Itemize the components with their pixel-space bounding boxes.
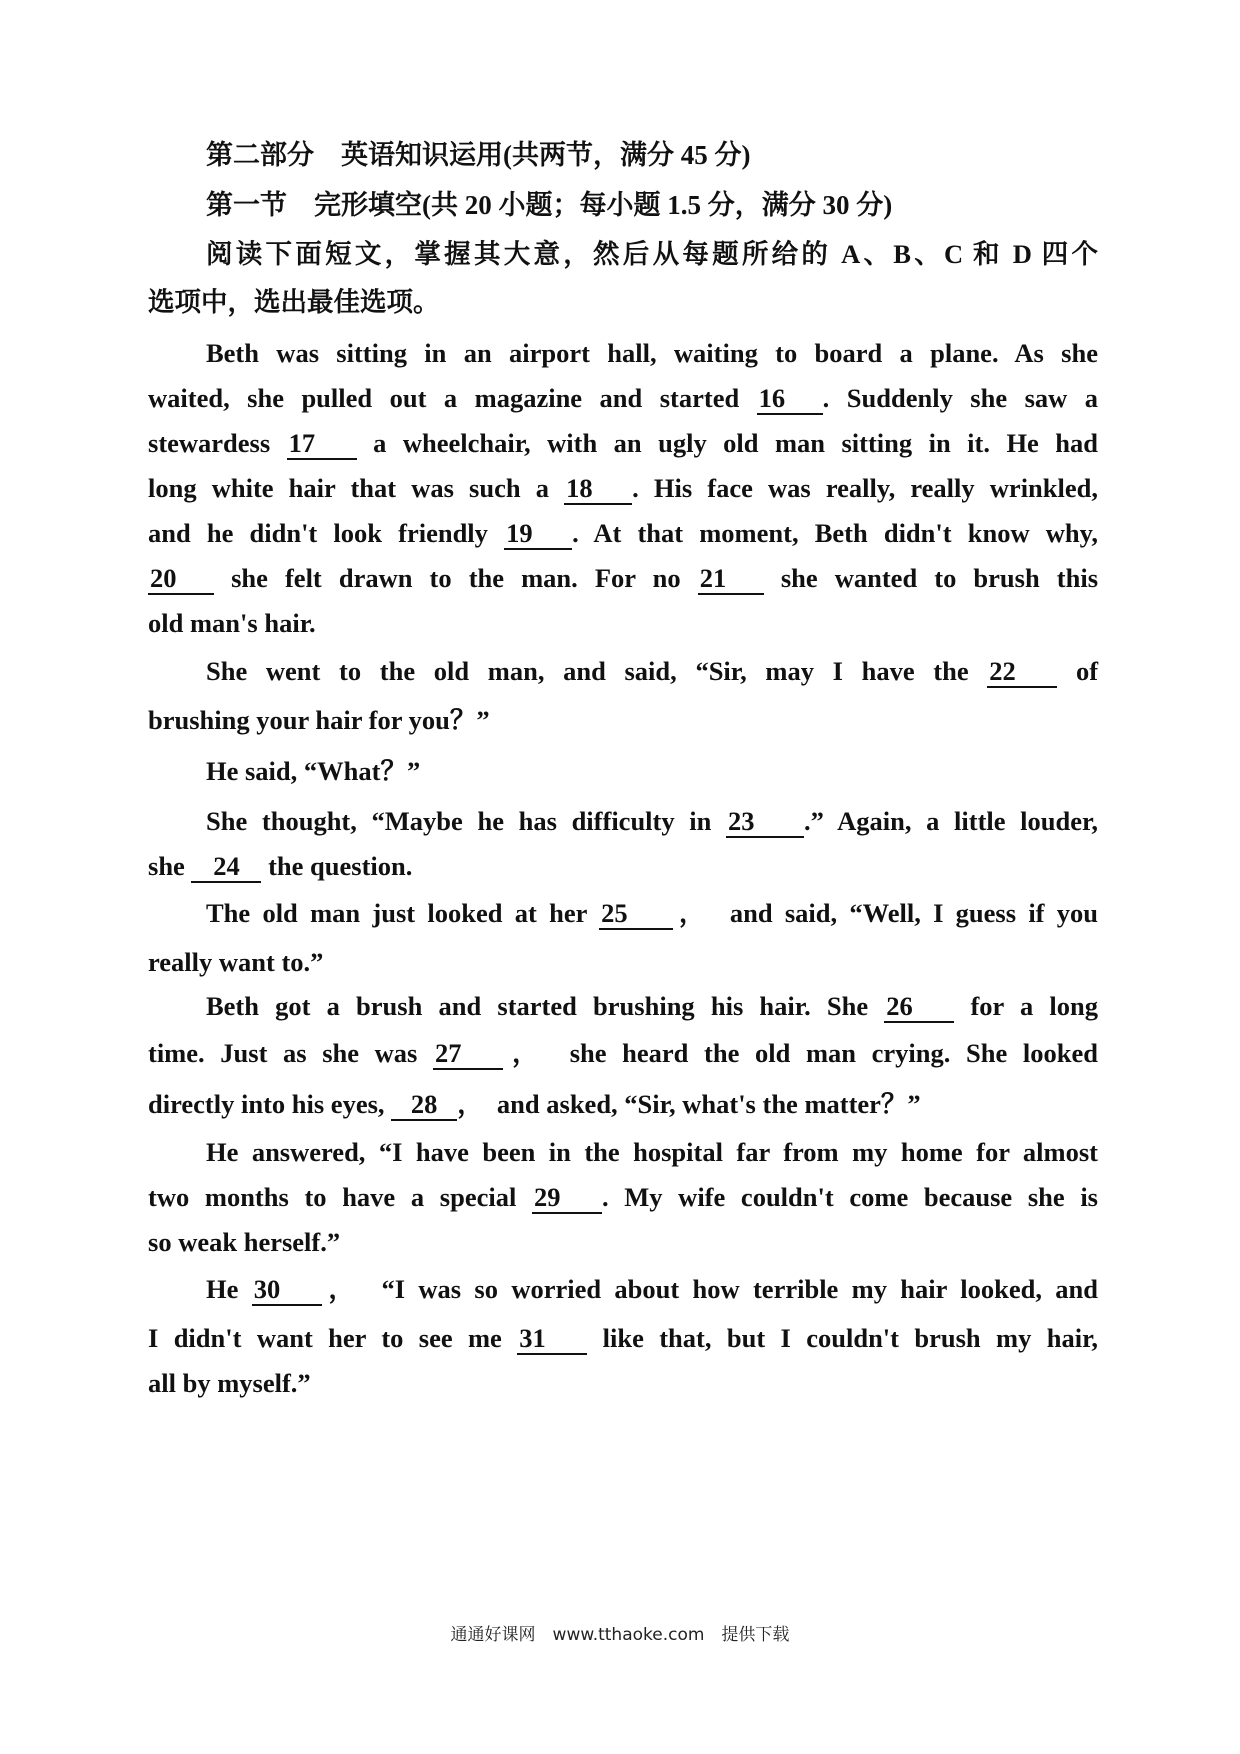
passage-line: He answered, “I have been in the hospital far from my home for almost: [206, 1137, 1098, 1167]
blank-16: 16: [757, 383, 823, 415]
passage-line: [206, 651, 1098, 691]
passage-line: [148, 1033, 1098, 1073]
text-segment: she: [148, 851, 185, 881]
text-segment: ， “I was so worried about how terrible my hair looked, and: [321, 1274, 1098, 1304]
blank-27: 27: [433, 1038, 503, 1070]
passage-line: [148, 1318, 1098, 1358]
blank-17: 17: [287, 428, 357, 460]
passage-line: [148, 468, 1098, 508]
text-segment: . Suddenly she saw a: [822, 383, 1098, 413]
text-segment: I didn't want her to see me: [148, 1323, 502, 1353]
blank-29: 29: [532, 1182, 602, 1214]
blank-28: 28: [391, 1089, 457, 1121]
text-segment: like that, but I couldn't brush my hair,: [602, 1323, 1099, 1353]
passage-line: all by myself.”: [148, 1368, 311, 1398]
text-segment: He: [206, 1274, 239, 1304]
text-segment: and he didn't look friendly: [148, 518, 488, 548]
text-segment: . His face was really, really wrinkled,: [632, 473, 1099, 503]
text-segment: she felt drawn to the man. For no: [231, 563, 681, 593]
blank-24: 24: [191, 851, 261, 883]
passage-line: brushing your hair for you？”: [148, 705, 490, 735]
blank-23: 23: [726, 806, 804, 838]
section-heading: 第一节 完形填空(共 20 小题；每小题 1.5 分，满分 30 分): [206, 190, 893, 220]
text-segment: long white hair that was such a: [148, 473, 549, 503]
blank-25: 25: [599, 898, 673, 930]
passage-line: old man's hair.: [148, 608, 316, 638]
blank-26: 26: [884, 991, 954, 1023]
text-segment: .” Again, a little louder,: [804, 806, 1098, 836]
passage-line: [148, 513, 1098, 553]
text-segment: directly into his eyes,: [148, 1089, 385, 1119]
text-segment: She went to the old man, and said, “Sir, may I have the: [206, 656, 969, 686]
text-segment: ， and asked, “Sir, what's the matter？”: [457, 1089, 921, 1119]
blank-18: 18: [564, 473, 632, 505]
passage-line: He said, “What？”: [206, 756, 421, 786]
text-segment: stewardess: [148, 428, 271, 458]
text-segment: The old man just looked at her: [206, 898, 587, 928]
text-segment: of: [1075, 656, 1099, 686]
passage-line: [148, 1084, 1098, 1124]
passage-line: [206, 893, 1098, 933]
passage-line: [148, 378, 1098, 418]
passage-line: so weak herself.”: [148, 1227, 341, 1257]
blank-31: 31: [517, 1323, 587, 1355]
instruction-line-1: 阅读下面短文，掌握其大意，然后从每题所给的 A、B、C 和 D 四个: [206, 239, 1098, 269]
passage-line: Beth was sitting in an airport hall, waiting to board a plane. As she: [206, 338, 1098, 368]
blank-30: 30: [252, 1274, 322, 1306]
text-segment: a wheelchair, with an ugly old man sitting in it. He had: [373, 428, 1099, 458]
blank-19: 19: [504, 518, 572, 550]
passage-line: really want to.”: [148, 947, 324, 977]
text-segment: She thought, “Maybe he has difficulty in: [206, 806, 712, 836]
blank-20: 20: [148, 563, 214, 595]
text-segment: . At that moment, Beth didn't know why,: [572, 518, 1099, 548]
passage-line: [206, 986, 1098, 1026]
passage-line: [148, 558, 1098, 598]
part-heading: 第二部分 英语知识运用(共两节，满分 45 分): [206, 140, 751, 170]
text-segment: time. Just as she was: [148, 1038, 418, 1068]
text-segment: waited, she pulled out a magazine and started: [148, 383, 740, 413]
passage-line: [148, 1177, 1098, 1217]
passage-line: [148, 846, 1098, 886]
passage-line: [148, 423, 1098, 463]
page-footer: 通通好课网 www.tthaoke.com 提供下载: [450, 1625, 790, 1645]
text-segment: for a long: [970, 991, 1099, 1021]
passage-line: [206, 1269, 1098, 1309]
text-segment: ， she heard the old man crying. She looked: [502, 1038, 1098, 1068]
text-segment: she wanted to brush this: [780, 563, 1099, 593]
text-segment: . My wife couldn't come because she is: [601, 1182, 1098, 1212]
text-segment: ， and said, “Well, I guess if you: [673, 898, 1099, 928]
text-segment: the question.: [268, 851, 413, 881]
instruction-line-2: 选项中，选出最佳选项。: [148, 287, 440, 317]
text-segment: Beth got a brush and started brushing his hair. She: [206, 991, 869, 1021]
text-segment: two months to have a special: [148, 1182, 517, 1212]
blank-22: 22: [987, 656, 1057, 688]
passage-line: [206, 801, 1098, 841]
blank-21: 21: [698, 563, 764, 595]
